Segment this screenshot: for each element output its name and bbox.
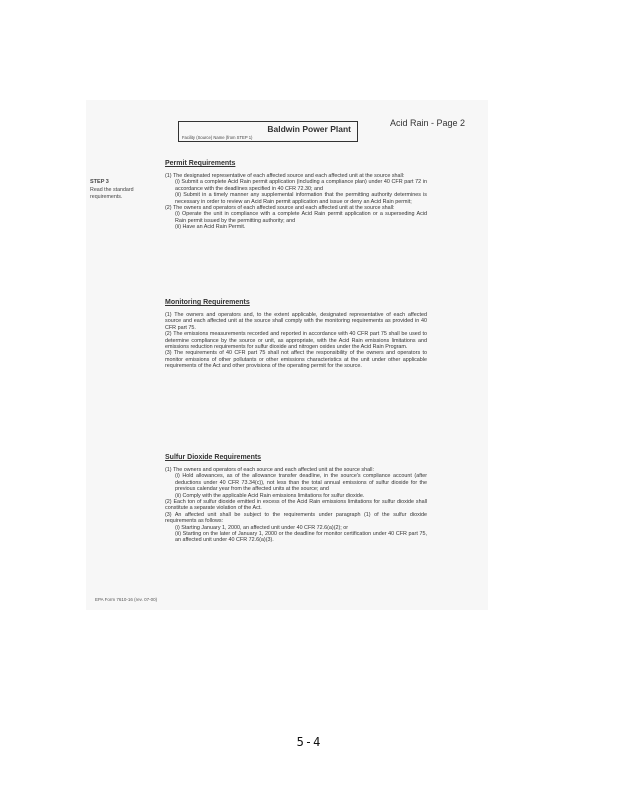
paragraph: (ii) Starting on the later of January 1, 2000 or the deadline for monitor certification under 40 CFR part 75, an affected unit under 40 CFR 72.6(a)(3).: [175, 531, 427, 544]
paragraph: (2) Each ton of sulfur dioxide emitted in excess of the Acid Rain emissions limitations for sulfur dioxide shall constitute a separate violation of the Act.: [165, 499, 427, 512]
paragraph: (i) Starting January 1, 2000, an affected unit under 40 CFR 72.6(a)(2); or: [175, 524, 349, 531]
paragraph: (2) The owners and operators of each affected source and each affected unit at the source shall:: [165, 205, 395, 212]
paragraph: (ii) Have an Acid Rain Permit.: [175, 224, 246, 231]
facility-name: Baldwin Power Plant: [267, 124, 351, 134]
page-label: Acid Rain - Page 2: [390, 118, 466, 128]
paragraph: (i) Operate the unit in compliance with a complete Acid Rain permit application or a superseding Acid Rain permit issued by the permitting authority; and: [175, 211, 427, 224]
paragraph: (3) An affected unit shall be subject to the requirements under paragraph (1) of the sulfur dioxide requirements as follows:: [165, 511, 427, 525]
section-title: Sulfur Dioxide Requirements: [165, 454, 262, 461]
paragraph: (1) The owners and operators and, to the extent applicable, designated representative of each affected source and each affected unit at the source shall comply with the monitoring requirements as provided in 40 CFR part 75.: [165, 312, 427, 331]
step-description: Read the standard requirements.: [90, 187, 134, 200]
paragraph: (1) The owners and operators of each source and each affected unit at the source shall:: [165, 467, 374, 473]
paragraph: (ii) Comply with the applicable Acid Rain emissions limitations for sulfur dioxide.: [175, 492, 365, 499]
paragraph: (2) The emissions measurements recorded and reported in accordance with 40 CFR part 75 shall be used to determine compliance by the source or unit, as appropriate, with the Acid Rain emissions limitations and emissions reduction requirements for sulfur dioxide and nitrogen oxides under the Acid Rain Program.: [165, 331, 427, 351]
sulfur-dioxide-requirements-section: [165, 454, 427, 544]
form-identifier: EPA Form 7610-16 (rev. 07-00): [95, 597, 158, 602]
section-title: Permit Requirements: [165, 160, 236, 167]
permit-requirements-section: [165, 160, 427, 231]
step-number: STEP 3: [90, 179, 109, 185]
section-title: Monitoring Requirements: [165, 299, 250, 306]
paragraph: (ii) Submit in a timely manner any supplemental information that the permitting authority determines is necessary in order to review an Acid Rain permit application and issue or deny an Acid Rain permit;: [175, 192, 427, 205]
monitoring-requirements-section: [165, 299, 427, 370]
paragraph: (i) Hold allowances, as of the allowance transfer deadline, in the source's compliance account (after deductions under 40 CFR 73.34(c)), not less than the total annual emissions of sulfur dioxide for the previous calendar year from the affected units at the source; and: [175, 473, 427, 493]
paragraph: (i) Submit a complete Acid Rain permit application (including a compliance plan) under 40 CFR part 72 in accordance with the deadlines specified in 40 CFR 72.30; and: [175, 179, 427, 192]
paragraph: (1) The designated representative of each affected source and each affected unit at the source shall:: [165, 173, 405, 179]
paragraph: (3) The requirements of 40 CFR part 75 shall not affect the responsibility of the owners and operators to monitor emissions of other pollutants or other emissions characteristics at the unit under other applicable requirements of the Act and other provisions of the operating permit for the source.: [165, 350, 427, 370]
facility-name-box: [178, 121, 358, 142]
page-number: 5-4: [296, 735, 322, 749]
facility-name-label: Facility (Source) Name (from STEP 1): [182, 135, 253, 140]
